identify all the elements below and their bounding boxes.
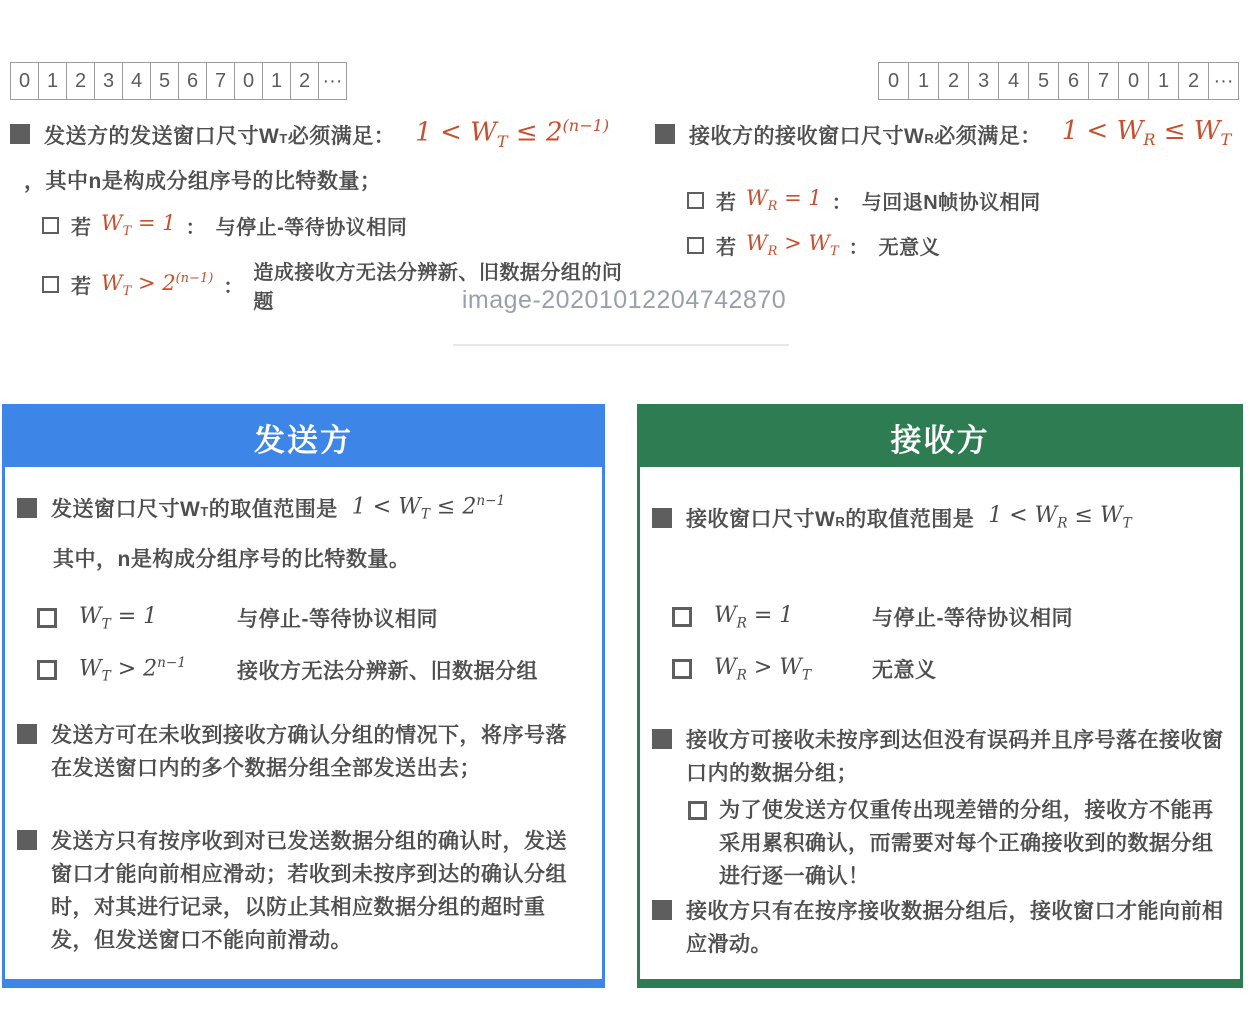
bullet-square-icon <box>10 124 30 144</box>
case-label: 若 <box>71 276 91 299</box>
receiver-rule-heading: 接收方的接收窗口尺寸WR必须满足： <box>689 125 1042 148</box>
case-formula: $W_R > W_T$ <box>714 654 812 684</box>
sequence-cell: 5 <box>150 62 179 100</box>
case-description: 与停止-等待协议相同 <box>215 216 408 239</box>
sender-range-text: 发送窗口尺寸WT的取值范围是 <box>51 498 338 521</box>
bullet-square-icon <box>652 900 672 920</box>
sequence-cell: 7 <box>1088 62 1119 100</box>
sequence-cell: 0 <box>234 62 263 100</box>
receiver-bullet-accept: 接收方可接收未按序到达但没有误码并且序号落在接收窗口内的数据分组； <box>686 729 1224 785</box>
case-colon: ： <box>848 237 869 259</box>
sequence-cell: 2 <box>66 62 95 100</box>
sender-range-note: 其中，n是构成分组序号的比特数量。 <box>53 548 411 571</box>
checkbox-icon <box>687 237 704 254</box>
case-description: 无意义 <box>872 659 937 682</box>
receiver-panel <box>637 404 1243 988</box>
sequence-cell: 2 <box>938 62 969 100</box>
sender-range-formula: $1 < W_T \le 2^{n-1}$ <box>351 493 506 523</box>
case-formula: $W_R = 1$ <box>714 602 794 632</box>
case-description: 与回退N帧协议相同 <box>861 192 1041 214</box>
sender-rule-note: ，其中n是构成分组序号的比特数量； <box>24 169 382 193</box>
bullet-square-icon <box>17 724 37 744</box>
receiver-range-formula: $1 < W_R \le W_T$ <box>988 503 1132 532</box>
sender-panel <box>2 404 605 988</box>
sender-panel-title: 发送方 <box>5 407 602 467</box>
sequence-strip-right <box>878 62 1239 100</box>
receiver-subnote-ack: 为了使发送方仅重传出现差错的分组，接收方不能再采用累积确认，而需要对每个正确接收到的数据分组进行逐一确认！ <box>719 799 1214 888</box>
sequence-cell: 2 <box>1178 62 1209 100</box>
bullet-square-icon <box>17 830 37 850</box>
sequence-cell: 3 <box>968 62 999 100</box>
checkbox-icon <box>672 659 692 679</box>
sender-window-formula: $1 < W_T \le 2^{(n-1)}$ <box>415 116 610 151</box>
receiver-bullet-sliding: 接收方只有在按序接收数据分组后，接收窗口才能向前相应滑动。 <box>686 900 1224 956</box>
sequence-cell: 0 <box>1118 62 1149 100</box>
sender-bullet-sliding: 发送方只有按序收到对已发送数据分组的确认时，发送窗口才能向前相应滑动；若收到未按序到达的确认分组时，对其进行记录，以防止其相应数据分组的超时重发，但发送窗口不能向前滑动。 <box>51 830 567 952</box>
case-description: 接收方无法分辨新、旧数据分组 <box>237 660 538 683</box>
sequence-cell: 3 <box>94 62 123 100</box>
case-colon: ： <box>831 192 852 214</box>
sequence-cell: 0 <box>10 62 39 100</box>
case-label: 若 <box>716 237 736 259</box>
case-description: 无意义 <box>878 237 941 259</box>
sequence-cell: 1 <box>1148 62 1179 100</box>
case-colon: ： <box>185 216 206 239</box>
case-colon: ： <box>223 276 244 299</box>
sequence-cell: 0 <box>878 62 909 100</box>
checkbox-icon <box>37 660 57 680</box>
receiver-panel-title: 接收方 <box>640 407 1240 467</box>
sender-rule-section <box>10 116 642 314</box>
bullet-square-icon <box>17 498 37 518</box>
case-label: 若 <box>71 216 91 239</box>
case-formula: $W_R = 1$ <box>746 186 822 215</box>
sequence-cell-ellipsis: ··· <box>1208 62 1239 100</box>
receiver-rule-section <box>655 116 1248 260</box>
sequence-cell-ellipsis: ··· <box>318 62 347 100</box>
receiver-window-formula: $1 < W_R \le W_T$ <box>1061 116 1232 150</box>
checkbox-icon <box>672 607 692 627</box>
case-label: 若 <box>716 192 736 214</box>
sequence-cell: 4 <box>998 62 1029 100</box>
bullet-square-icon <box>652 508 672 528</box>
sequence-cell: 1 <box>262 62 291 100</box>
case-formula: $W_T > 2^{n-1}$ <box>79 655 187 685</box>
case-formula: $W_R > W_T$ <box>746 231 839 260</box>
sender-rule-heading: 发送方的发送窗口尺寸WT必须满足： <box>44 125 396 148</box>
sequence-cell: 2 <box>290 62 319 100</box>
checkbox-icon <box>688 801 707 820</box>
sequence-cell: 1 <box>908 62 939 100</box>
caption-divider <box>453 344 789 346</box>
checkbox-icon <box>687 192 704 209</box>
sender-bullet-pipelining: 发送方可在未收到接收方确认分组的情况下，将序号落在发送窗口内的多个数据分组全部发送出去； <box>51 724 567 780</box>
bullet-square-icon <box>652 729 672 749</box>
sequence-strip-left <box>10 62 347 100</box>
case-description: 与停止-等待协议相同 <box>872 607 1073 630</box>
sequence-cell: 6 <box>1058 62 1089 100</box>
checkbox-icon <box>37 608 57 628</box>
checkbox-icon <box>42 217 59 234</box>
sequence-cell: 6 <box>178 62 207 100</box>
receiver-range-text: 接收窗口尺寸WR的取值范围是 <box>686 508 975 531</box>
case-description: 造成接收方无法分辨新、旧数据分组的问题 <box>253 261 623 313</box>
case-description: 与停止-等待协议相同 <box>237 608 438 631</box>
sequence-cell: 1 <box>38 62 67 100</box>
sequence-cell: 5 <box>1028 62 1059 100</box>
bullet-square-icon <box>655 124 675 144</box>
case-formula: $W_T = 1$ <box>79 603 158 633</box>
case-formula: $W_T > 2^{(n-1)}$ <box>101 270 214 299</box>
sequence-cell: 7 <box>206 62 235 100</box>
image-caption: image-20201012204742870 <box>461 286 787 314</box>
case-formula: $W_T = 1$ <box>101 211 176 240</box>
sequence-cell: 4 <box>122 62 151 100</box>
